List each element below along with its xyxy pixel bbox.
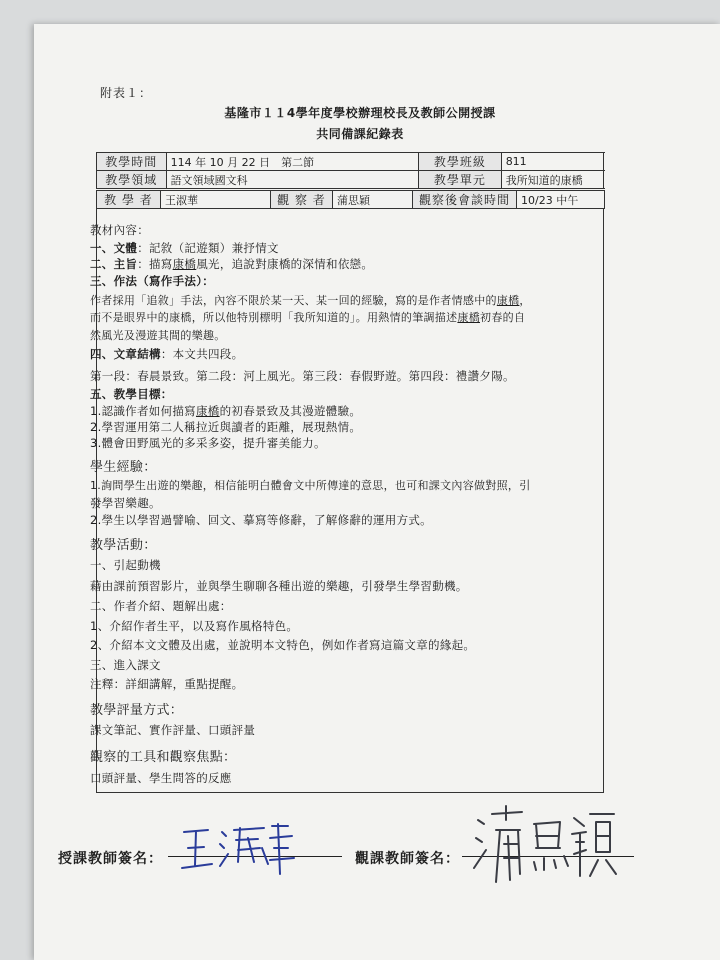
lesson-people-table [96, 190, 605, 209]
activity-2-item-2: 2、介紹本文文體及出處，並說明本文特色，例如作者寫這篇文章的緣起。 [90, 638, 476, 652]
teaching-unit-label: 教學單元 [419, 171, 502, 189]
method-text: 作者採用「追敘」手法，內容不限於某一天、某一回的經驗，寫的是作者情感中的 [90, 294, 497, 307]
teacher-signature-label: 授課教師簽名： [58, 851, 163, 867]
observer-signature-label: 觀課教師簽名： [355, 851, 460, 867]
genre-text: ：記敘（記遊類）兼抒情文 [137, 241, 279, 255]
genre-label: 一、文體 [90, 241, 138, 255]
goal-2: 2.學習運用第二人稱拉近與讀者的距離，展現熱情。 [90, 420, 362, 434]
method-line-3: 然風光及漫遊其間的樂趣。 [90, 329, 226, 342]
method-text: 而不是眼界中的康橋，所以他特別標明「我所知道的」。用熱情的筆調描述 [90, 311, 458, 324]
activity-3: 三、進入課文 [90, 658, 161, 672]
theme-text-post: 風光，追說對康橋的深情和依戀。 [196, 257, 374, 271]
teacher-signature [178, 818, 298, 878]
teaching-class-value: 811 [501, 153, 603, 171]
goals-heading: 五、教學目標： [90, 387, 173, 401]
activity-2-item-1: 1、介紹作者生平，以及寫作風格特色。 [90, 619, 299, 633]
experience-1-line-1: 1.詢問學生出遊的樂趣，相信能明白體會文中所傳達的意思，也可和課文內容做對照，引 [90, 479, 531, 492]
lesson-info-table [96, 152, 604, 189]
genre-line [90, 240, 279, 256]
tools-heading: 觀察的工具和觀察焦點： [90, 750, 237, 765]
goal-text: 的初春景致及其漫遊體驗。 [219, 404, 362, 418]
form-subtitle: 共同備課紀錄表 [316, 127, 404, 141]
method-text: 初春的自 [480, 311, 526, 324]
teaching-time-label: 教學時間 [97, 153, 167, 171]
structure-line [90, 346, 243, 362]
observer-signature [470, 800, 620, 890]
teacher-value: 王淑華 [161, 191, 271, 209]
method-underline: 康橋 [457, 311, 481, 324]
method-underline: 康橋 [496, 294, 520, 307]
structure-label: 四、文章結構 [90, 347, 161, 361]
theme-line [90, 256, 373, 272]
goal-1 [90, 403, 361, 419]
debrief-time-value: 10/23 中午 [517, 191, 605, 209]
table-row [97, 171, 604, 189]
appendix-label: 附表１： [100, 86, 153, 100]
method-line-2 [90, 309, 525, 325]
goal-underline: 康橋 [195, 404, 220, 418]
method-heading: 三、作法（寫作手法）： [90, 274, 215, 288]
method-text: ， [519, 294, 531, 307]
assessment-text: 課文筆記、實作評量、口頭評量 [90, 723, 256, 737]
observer-label: 觀 察 者 [271, 191, 333, 209]
structure-text: ：本文共四段。 [160, 347, 244, 361]
teaching-unit-value: 我所知道的康橋 [501, 171, 603, 189]
theme-label: 二、主旨 [90, 257, 138, 271]
teaching-domain-label: 教學領域 [97, 171, 167, 189]
activity-1-text: 藉由課前預習影片，並與學生聊聊各種出遊的樂趣，引發學生學習動機。 [90, 579, 468, 593]
table-row [97, 153, 604, 171]
method-line-1 [90, 292, 531, 308]
tools-text: 口頭評量、學生問答的反應 [90, 771, 232, 785]
activity-1: 一、引起動機 [90, 558, 161, 572]
activity-3-text: 注釋：詳細講解，重點提醒。 [90, 677, 244, 691]
debrief-time-label: 觀察後會談時間 [413, 191, 517, 209]
experience-heading: 學生經驗： [90, 460, 157, 475]
table-row [97, 191, 605, 209]
teaching-time-value: 114 年 10 月 22 日 第二節 [166, 153, 418, 171]
experience-2: 2.學生以學習過譬喻、回文、摹寫等修辭，了解修辭的運用方式。 [90, 513, 432, 527]
goal-3: 3.體會田野風光的多采多姿，提升審美能力。 [90, 436, 326, 450]
observer-value: 蒲思穎 [333, 191, 413, 209]
teaching-domain-value: 語文領域國文科 [166, 171, 418, 189]
materials-heading: 教材內容： [90, 223, 149, 237]
theme-text-pre: ：描寫 [137, 257, 173, 271]
form-title: 基隆市１１4學年度學校辦理校長及教師公開授課 [224, 106, 496, 120]
activities-heading: 教學活動： [90, 538, 157, 553]
experience-1-line-2: 發學習樂趣。 [90, 496, 161, 510]
activity-2: 二、作者介紹、題解出處： [90, 599, 232, 613]
theme-underline: 康橋 [172, 257, 197, 271]
teacher-label: 教 學 者 [97, 191, 161, 209]
teaching-class-label: 教學班級 [419, 153, 502, 171]
assessment-heading: 教學評量方式： [90, 703, 184, 718]
paragraph-summary: 第一段：春晨景致。第二段：河上風光。第三段：春假野遊。第四段：禮讚夕陽。 [90, 369, 515, 383]
goal-text: 1.認識作者如何描寫 [90, 404, 196, 418]
